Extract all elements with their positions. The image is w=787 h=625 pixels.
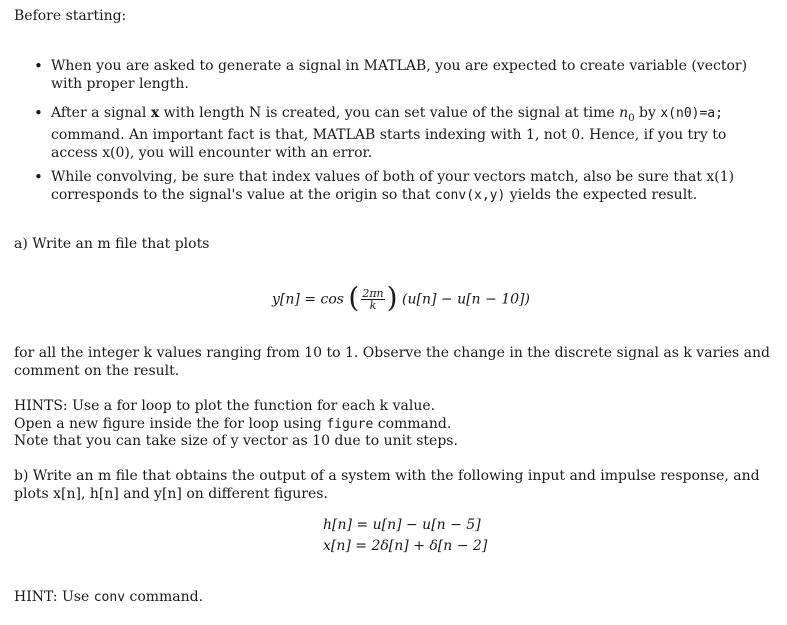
bullet-item-3 [14, 169, 770, 204]
part-b-intro: b) Write an m file that obtains the output of a system with the following input and impulse response, and plots x[n], h[n] and y[n] on different figures. [14, 468, 760, 502]
bullet-text: After a signal x with length N is created, you can set value of the signal at time $n_0$ by x(n0)=a; command. An important fact is that, MATLAB starts indexing with 1, not 0. Hence, if you try to access x(0), you will encounter with an error. [51, 105, 727, 161]
part-a-intro: a) Write an m file that plots [14, 236, 210, 252]
heading-before-starting: Before starting: [14, 8, 127, 24]
equation-h: h[n] = u[n] − u[n − 5] [323, 517, 481, 533]
equation-x: x[n] = 2δ[n] + δ[n − 2] [323, 538, 488, 554]
bullet-text: While convolving, be sure that index values of both of your vectors match, also be sure that x(1) corresponds to the signal's value at the origin so that conv(x,y) yields the expected result. [51, 169, 735, 203]
bullet-dot-icon: • [34, 57, 43, 75]
bullet-text: When you are asked to generate a signal in MATLAB, you are expected to create variable (vector) with proper length. [51, 58, 748, 92]
equation-y-cos: y[n] = cos ( $\frac{2\pi n}{k}$ ) (u[n] − u[n − 10]) [272, 280, 530, 314]
bullet-dot-icon: • [34, 104, 43, 122]
bullet-item-1 [14, 58, 770, 93]
bullet-item-2 [14, 105, 770, 162]
part-a-hints: HINTS: Use a for loop to plot the function for each k value. Open a new figure inside the for loop using figure command. Note that you can take size of y vector as 10 due to unit steps. [14, 398, 458, 449]
part-b-hint: HINT: Use conv command. [14, 589, 204, 605]
part-a-description: for all the integer k values ranging from 10 to 1. Observe the change in the discrete signal as k varies and comment on the result. [14, 345, 770, 379]
bullet-dot-icon: • [34, 168, 43, 186]
